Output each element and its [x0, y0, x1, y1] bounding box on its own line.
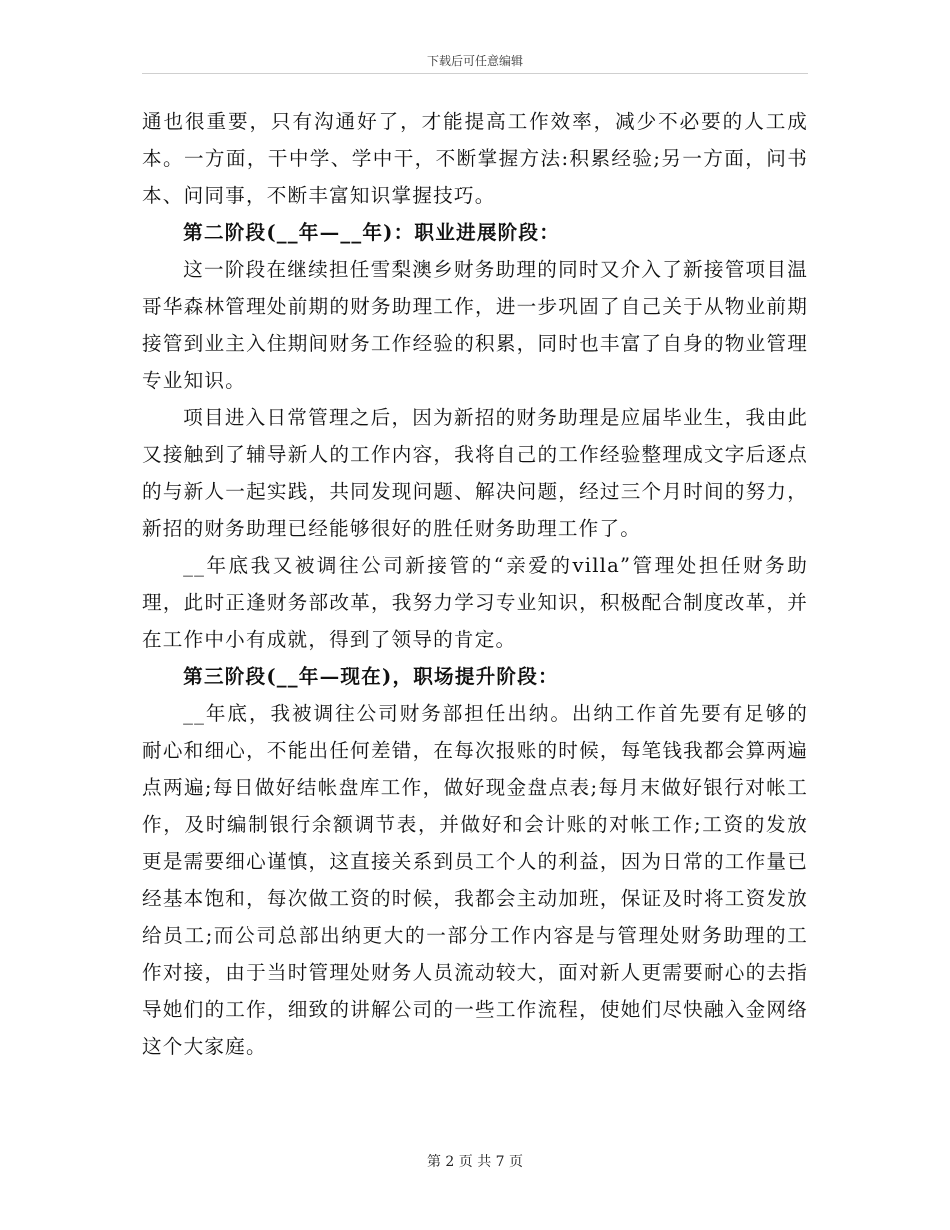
- header-divider: [142, 73, 808, 74]
- section-heading-stage-two: 第二阶段(__年—__年)：职业进展阶段：: [183, 221, 560, 244]
- paragraph: __年底我又被调往公司新接管的“亲爱的villa”管理处担任财务助理，此时正逢财务部改革，我努力学习专业知识，积极配合制度改革，并在工作中小有成就，得到了领导的肯定。: [142, 554, 808, 651]
- paragraph: 这一阶段在继续担任雪梨澳乡财务助理的同时又介入了新接管项目温哥华森林管理处前期的财务助理工作，进一步巩固了自己关于从物业前期接管到业主入住期间财务工作经验的积累，同时也丰富了自身的物业管理专业知识。: [142, 258, 808, 392]
- paragraph-continuation: 通也很重要，只有沟通好了，才能提高工作效率，减少不必要的人工成本。一方面，干中学、学中干，不断掌握方法:积累经验;另一方面，问书本、问同事，不断丰富知识掌握技巧。: [142, 110, 808, 207]
- page-number: 第 2 页 共 7 页: [426, 1154, 524, 1170]
- paragraph: 项目进入日常管理之后，因为新招的财务助理是应届毕业生，我由此又接触到了辅导新人的工作内容，我将自己的工作经验整理成文字后逐点的与新人一起实践，共同发现问题、解决问题，经过三个月时间的努力，新招的财务助理已经能够很好的胜任财务助理工作了。: [142, 406, 808, 540]
- page-header: 下载后可任意编辑: [426, 54, 523, 68]
- document-body: [142, 103, 808, 1065]
- paragraph: __年底，我被调往公司财务部担任出纳。出纳工作首先要有足够的耐心和细心，不能出任何差错，在每次报账的时候，每笔钱我都会算两遍点两遍;每日做好结帐盘库工作，做好现金盘点表;每月末做好银行对帐工作，及时编制银行余额调节表，并做好和会计账的对帐工作;工资的发放更是需要细心谨慎，这直接关系到员工个人的利益，因为日常的工作量已经基本饱和，每次做工资的时候，我都会主动加班，保证及时将工资发放给员工;而公司总部出纳更大的一部分工作内容是与管理处财务助理的工作对接，由于当时管理处财务人员流动较大，面对新人更需要耐心的去指导她们的工作，细致的讲解公司的一些工作流程，使她们尽快融入金网络这个大家庭。: [142, 702, 808, 1058]
- section-heading-stage-three: 第三阶段(__年—现在)，职场提升阶段：: [183, 665, 559, 688]
